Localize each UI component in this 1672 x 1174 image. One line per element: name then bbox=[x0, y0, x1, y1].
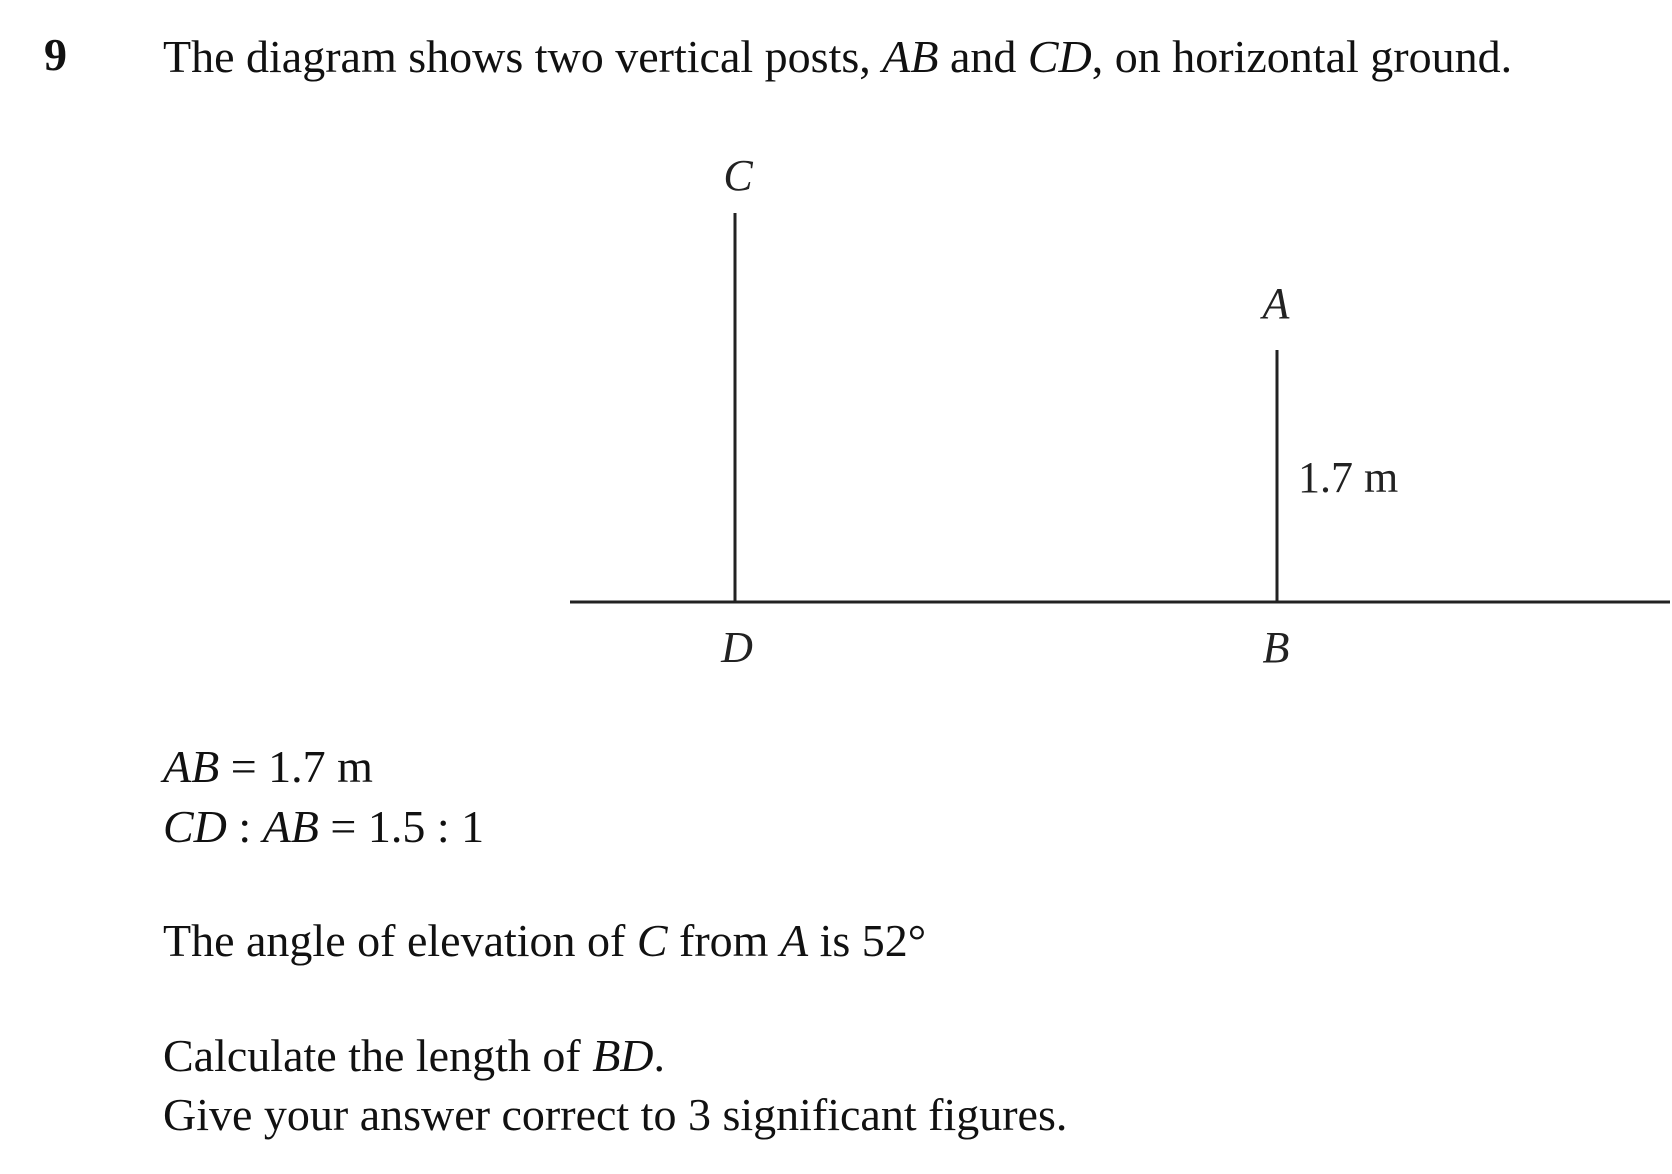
angle-text-3: is 52° bbox=[808, 915, 927, 966]
task-statement bbox=[163, 1030, 666, 1081]
ratio-value: = 1.5 : 1 bbox=[318, 801, 485, 852]
angle-c: C bbox=[636, 915, 668, 966]
given-ab: AB bbox=[163, 741, 220, 792]
angle-statement bbox=[163, 915, 927, 966]
intro-text-3: , on horizontal ground. bbox=[1091, 31, 1513, 82]
label-d: D bbox=[721, 623, 753, 672]
ab-length-label: 1.7 m bbox=[1298, 453, 1399, 502]
ratio-colon: : bbox=[226, 801, 263, 852]
sig-figs-instruction: Give your answer correct to 3 significant figures. bbox=[163, 1089, 1068, 1140]
label-c: C bbox=[723, 151, 753, 200]
question-number: 9 bbox=[44, 29, 67, 80]
ratio-ab: AB bbox=[262, 801, 319, 852]
intro-text-2: and bbox=[938, 31, 1028, 82]
ratio-cd: CD bbox=[163, 801, 227, 852]
given-ratio bbox=[163, 801, 485, 852]
given-ab-value: = 1.7 m bbox=[219, 741, 373, 792]
angle-text-2: from bbox=[667, 915, 780, 966]
intro-ab: AB bbox=[882, 31, 939, 82]
label-a: A bbox=[1262, 279, 1290, 328]
angle-text-1: The angle of elevation of bbox=[163, 915, 637, 966]
task-bd: BD bbox=[592, 1030, 654, 1081]
task-text-1: Calculate the length of bbox=[163, 1030, 593, 1081]
task-text-2: . bbox=[653, 1030, 666, 1081]
given-ab-length bbox=[163, 741, 373, 792]
label-b: B bbox=[1262, 623, 1290, 672]
angle-a: A bbox=[779, 915, 809, 966]
intro-text-1: The diagram shows two vertical posts, bbox=[163, 31, 883, 82]
intro-cd: CD bbox=[1027, 31, 1092, 82]
